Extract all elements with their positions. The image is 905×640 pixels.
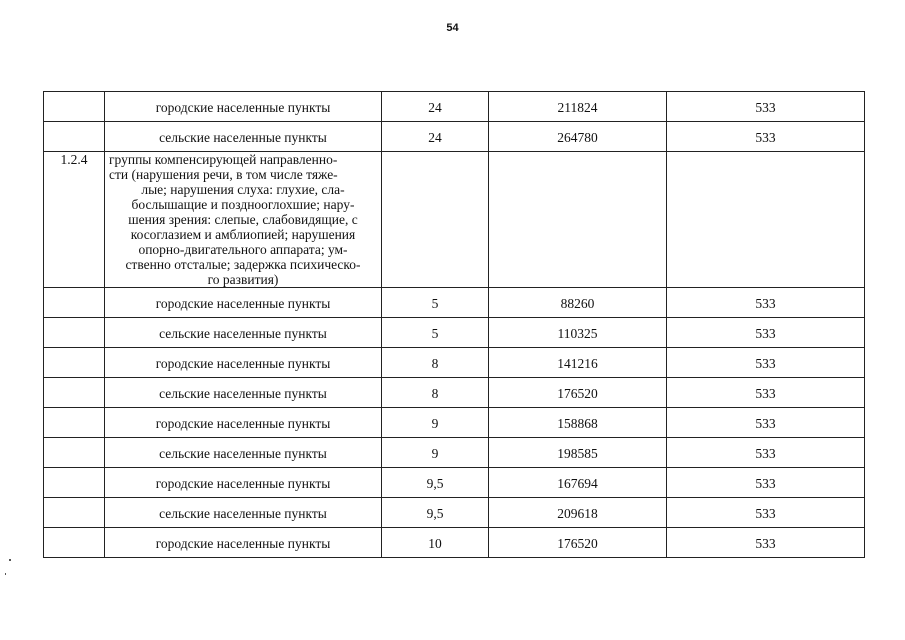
- settlement-type-cell: городские населенные пункты: [105, 348, 382, 378]
- value-a-cell: 8: [382, 378, 489, 408]
- value-a-cell: 9: [382, 438, 489, 468]
- value-a-cell: 9,5: [382, 498, 489, 528]
- empty-cell: [489, 152, 667, 288]
- settlement-type-cell: сельские населенные пункты: [105, 498, 382, 528]
- section-description-line: сти (нарушения речи, в том числе тяже-: [109, 167, 338, 182]
- value-c-cell: 533: [667, 408, 865, 438]
- table-row: [44, 408, 865, 438]
- value-c-cell: 533: [667, 378, 865, 408]
- table-row: [44, 468, 865, 498]
- settlement-type-cell: городские населенные пункты: [105, 92, 382, 122]
- value-c-cell: 533: [667, 288, 865, 318]
- settlement-type-cell: сельские населенные пункты: [105, 122, 382, 152]
- section-description-line: шения зрения: слепые, слабовидящие, с: [128, 212, 358, 227]
- table-row: [44, 438, 865, 468]
- value-c-cell: 533: [667, 528, 865, 558]
- row-number-cell: [44, 92, 105, 122]
- value-c-cell: 533: [667, 348, 865, 378]
- scan-speck: [9, 559, 11, 561]
- table-row: [44, 288, 865, 318]
- value-a-cell: 5: [382, 318, 489, 348]
- value-a-cell: 9: [382, 408, 489, 438]
- value-c-cell: 533: [667, 498, 865, 528]
- row-number-cell: [44, 378, 105, 408]
- value-b-cell: 176520: [489, 378, 667, 408]
- section-description-line: ственно отсталые; задержка психическо-: [125, 257, 361, 272]
- settlement-type-cell: сельские населенные пункты: [105, 438, 382, 468]
- table-body: [44, 92, 865, 558]
- value-b-cell: 176520: [489, 528, 667, 558]
- section-description-line: лые; нарушения слуха: глухие, сла-: [141, 182, 345, 197]
- section-description-line: бослышащие и позднооглохшие; нару-: [131, 197, 355, 212]
- section-number-cell: 1.2.4: [44, 152, 105, 288]
- row-number-cell: [44, 408, 105, 438]
- row-number-cell: [44, 318, 105, 348]
- table-row: [44, 348, 865, 378]
- row-number-cell: [44, 468, 105, 498]
- section-description-line: го развития): [207, 272, 279, 287]
- value-c-cell: 533: [667, 122, 865, 152]
- table-row: [44, 318, 865, 348]
- section-description-line: опорно-двигательного аппарата; ум-: [138, 242, 348, 257]
- value-b-cell: 167694: [489, 468, 667, 498]
- settlement-type-cell: городские населенные пункты: [105, 408, 382, 438]
- row-number-cell: [44, 438, 105, 468]
- table-row: [44, 92, 865, 122]
- value-c-cell: 533: [667, 92, 865, 122]
- value-b-cell: 209618: [489, 498, 667, 528]
- value-a-cell: 8: [382, 348, 489, 378]
- row-number-cell: [44, 348, 105, 378]
- table-row: [44, 498, 865, 528]
- table-row: [44, 122, 865, 152]
- section-row: [44, 152, 865, 288]
- tariff-table: [43, 91, 865, 558]
- table-row: [44, 528, 865, 558]
- settlement-type-cell: сельские населенные пункты: [105, 378, 382, 408]
- value-b-cell: 211824: [489, 92, 667, 122]
- value-a-cell: 24: [382, 92, 489, 122]
- section-description-cell: [105, 152, 382, 288]
- value-b-cell: 88260: [489, 288, 667, 318]
- value-a-cell: 9,5: [382, 468, 489, 498]
- row-number-cell: [44, 122, 105, 152]
- settlement-type-cell: сельские населенные пункты: [105, 318, 382, 348]
- section-description-line: косоглазием и амблиопией; нарушения: [130, 227, 356, 242]
- empty-cell: [382, 152, 489, 288]
- scan-speck: [5, 573, 6, 575]
- value-c-cell: 533: [667, 318, 865, 348]
- row-number-cell: [44, 528, 105, 558]
- value-a-cell: 5: [382, 288, 489, 318]
- settlement-type-cell: городские населенные пункты: [105, 528, 382, 558]
- section-description-line: группы компенсирующей направленно-: [109, 152, 338, 167]
- row-number-cell: [44, 288, 105, 318]
- value-b-cell: 158868: [489, 408, 667, 438]
- value-b-cell: 110325: [489, 318, 667, 348]
- value-a-cell: 24: [382, 122, 489, 152]
- value-b-cell: 141216: [489, 348, 667, 378]
- row-number-cell: [44, 498, 105, 528]
- value-a-cell: 10: [382, 528, 489, 558]
- settlement-type-cell: городские населенные пункты: [105, 288, 382, 318]
- value-c-cell: 533: [667, 468, 865, 498]
- value-b-cell: 198585: [489, 438, 667, 468]
- table-row: [44, 378, 865, 408]
- value-c-cell: 533: [667, 438, 865, 468]
- page-number: 54: [446, 22, 459, 34]
- value-b-cell: 264780: [489, 122, 667, 152]
- settlement-type-cell: городские населенные пункты: [105, 468, 382, 498]
- empty-cell: [667, 152, 865, 288]
